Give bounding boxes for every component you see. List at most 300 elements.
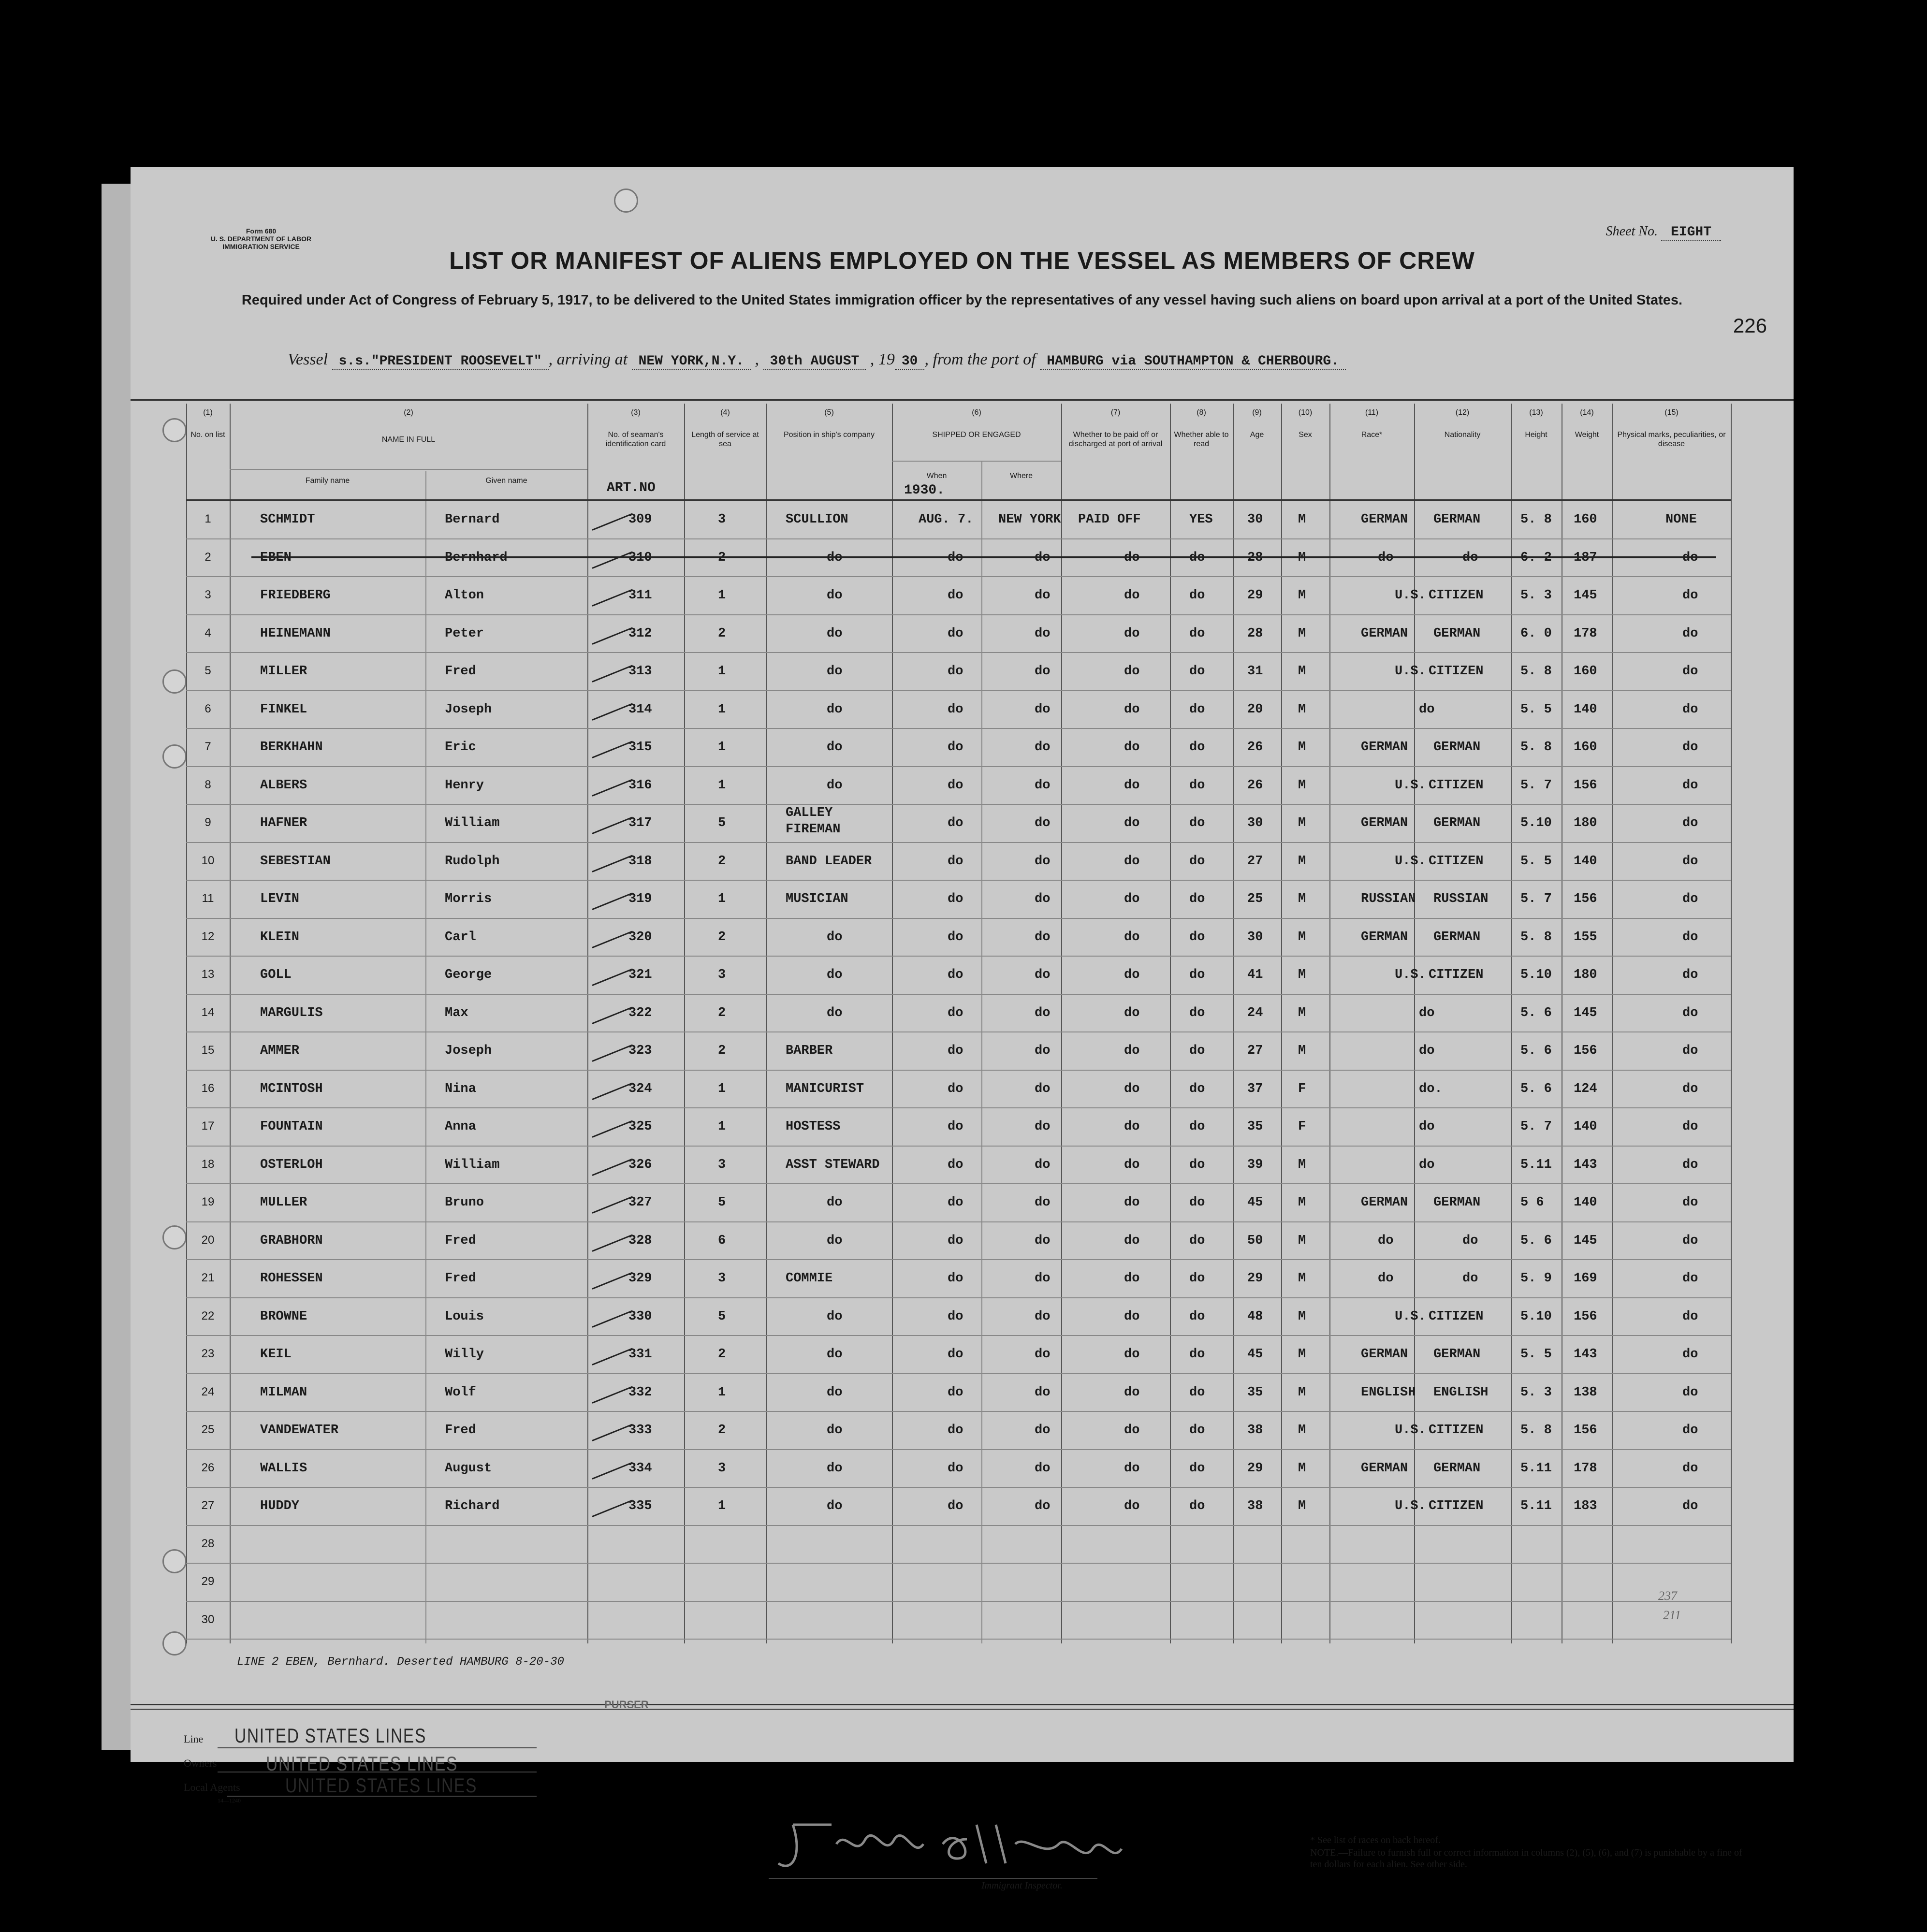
cell-card: 323 xyxy=(628,1044,652,1058)
cell-paid: do xyxy=(1124,1119,1140,1134)
cell-sex: M xyxy=(1298,930,1306,944)
row-number: 23 xyxy=(201,1347,215,1360)
punch-hole xyxy=(162,744,187,769)
cell-position: COMMIE xyxy=(786,1271,833,1286)
cell-read: do xyxy=(1189,1309,1205,1324)
cell-sex: M xyxy=(1298,588,1306,603)
arrival-year: 30 xyxy=(895,354,925,370)
cell-nationality: do xyxy=(1419,1157,1435,1172)
cell-sex: M xyxy=(1298,1271,1306,1286)
cell-when: do xyxy=(948,854,964,869)
cell-weight: 169 xyxy=(1574,1271,1597,1286)
cell-height: 5. 7 xyxy=(1520,1119,1552,1134)
cell-marks: do xyxy=(1682,1119,1698,1134)
cell-when: do xyxy=(948,1005,964,1020)
cell-paid: do xyxy=(1124,1271,1140,1286)
margin-note: 237 xyxy=(1658,1589,1677,1603)
cell-nationality: CITIZEN xyxy=(1429,1499,1484,1513)
column-number: (10) xyxy=(1298,408,1313,417)
table-top-rule xyxy=(131,399,1794,401)
cell-race: GERMAN xyxy=(1361,740,1408,755)
cell-when: do xyxy=(948,1081,964,1096)
column-number: (2) xyxy=(404,408,413,417)
column-number: (15) xyxy=(1664,408,1679,417)
cell-marks: do xyxy=(1682,702,1698,717)
column-number: (9) xyxy=(1252,408,1262,417)
cell-family: BERKHAHN xyxy=(260,740,323,755)
cell-paid: do xyxy=(1124,930,1140,944)
cell-where: do xyxy=(1035,892,1051,906)
cell-race: U.S. xyxy=(1395,664,1426,679)
cell-marks: do xyxy=(1682,1157,1698,1172)
cell-family: MILLER xyxy=(260,664,307,679)
cell-service: 1 xyxy=(718,1081,726,1096)
cell-nationality: ENGLISH xyxy=(1433,1385,1489,1400)
cell-where: do xyxy=(1035,740,1051,755)
cell-marks: do xyxy=(1682,664,1698,679)
row-number: 30 xyxy=(201,1612,215,1626)
cell-height: 5. 8 xyxy=(1520,664,1552,679)
column-divider xyxy=(1511,404,1512,1643)
when-year: 1930. xyxy=(904,483,945,498)
cell-marks: do xyxy=(1682,1499,1698,1513)
row-number: 15 xyxy=(201,1044,215,1057)
cell-read: do xyxy=(1189,1423,1205,1438)
cell-family: GOLL xyxy=(260,968,292,982)
cell-card: 315 xyxy=(628,740,652,755)
deserted-strike-line xyxy=(251,556,1716,558)
cell-when: do xyxy=(948,1423,964,1438)
cell-paid: do xyxy=(1124,702,1140,717)
cell-position: do xyxy=(827,664,843,679)
cell-read: do xyxy=(1189,968,1205,982)
column-header: Height xyxy=(1525,431,1547,439)
cell-read: do xyxy=(1189,1081,1205,1096)
row-rule xyxy=(186,1221,1731,1222)
cell-race: GERMAN xyxy=(1361,1461,1408,1476)
row-number: 24 xyxy=(201,1385,215,1398)
arrival-date: 30th AUGUST xyxy=(763,354,866,370)
cell-position: do xyxy=(827,1499,843,1513)
cell-paid: do xyxy=(1124,1461,1140,1476)
cell-given: Alton xyxy=(445,588,484,603)
form-identifier: Form 680 U. S. DEPARTMENT OF LABOR IMMIGRATION SERVICE xyxy=(210,227,312,250)
cell-race: RUSSIAN xyxy=(1361,892,1416,906)
cell-race: ENGLISH xyxy=(1361,1385,1416,1400)
vessel-name: s.s."PRESIDENT ROOSEVELT" xyxy=(332,354,549,370)
row-rule xyxy=(186,1070,1731,1071)
column-header: SHIPPED OR ENGAGED xyxy=(932,431,1021,439)
cell-position: do xyxy=(827,1005,843,1020)
cell-service: 3 xyxy=(718,512,726,527)
cell-age: 38 xyxy=(1247,1423,1263,1438)
row-rule xyxy=(186,1183,1731,1184)
row-number: 12 xyxy=(201,930,215,943)
column-divider xyxy=(1612,404,1613,1643)
cell-paid: do xyxy=(1124,1309,1140,1324)
cell-where: do xyxy=(1035,664,1051,679)
punch-hole xyxy=(162,1549,187,1573)
cell-weight: 180 xyxy=(1574,968,1597,982)
cell-weight: 156 xyxy=(1574,1423,1597,1438)
cell-when: do xyxy=(948,1461,964,1476)
cell-age: 37 xyxy=(1247,1081,1263,1096)
cell-marks: do xyxy=(1682,1044,1698,1058)
cell-paid: PAID OFF xyxy=(1078,512,1141,527)
cell-age: 30 xyxy=(1247,930,1263,944)
column-header: Race* xyxy=(1361,431,1383,439)
cell-family: ROHESSEN xyxy=(260,1271,323,1286)
cell-service: 2 xyxy=(718,930,726,944)
cell-when: do xyxy=(948,1347,964,1362)
row-rule xyxy=(186,766,1731,767)
cell-card: 325 xyxy=(628,1119,652,1134)
cell-nationality: do xyxy=(1419,1044,1435,1058)
cell-given: Max xyxy=(445,1005,468,1020)
cell-given: William xyxy=(445,1157,500,1172)
cell-marks: do xyxy=(1682,1461,1698,1476)
cell-given: Anna xyxy=(445,1119,476,1134)
cell-weight: 156 xyxy=(1574,1044,1597,1058)
column-divider xyxy=(892,404,893,1643)
cell-sex: M xyxy=(1298,1385,1306,1400)
cell-position: BAND LEADER xyxy=(786,854,872,869)
cell-given: George xyxy=(445,968,492,982)
cell-card: 314 xyxy=(628,702,652,717)
cell-where: do xyxy=(1035,1119,1051,1134)
given-name-header: Given name xyxy=(485,477,527,485)
cell-when: do xyxy=(948,588,964,603)
cell-card: 333 xyxy=(628,1423,652,1438)
cell-read: YES xyxy=(1189,512,1213,527)
cell-weight: 143 xyxy=(1574,1157,1597,1172)
cell-where: do xyxy=(1035,1081,1051,1096)
cell-age: 29 xyxy=(1247,1461,1263,1476)
cell-height: 5. 8 xyxy=(1520,740,1552,755)
cell-read: do xyxy=(1189,1044,1205,1058)
cell-height: 5. 6 xyxy=(1520,1005,1552,1020)
column-divider xyxy=(981,462,982,1643)
row-number: 6 xyxy=(204,702,211,715)
cell-family: WALLIS xyxy=(260,1461,307,1476)
cell-read: do xyxy=(1189,1195,1205,1210)
cell-height: 5. 6 xyxy=(1520,1233,1552,1248)
cell-age: 45 xyxy=(1247,1347,1263,1362)
cell-weight: 156 xyxy=(1574,1309,1597,1324)
cell-where: do xyxy=(1035,702,1051,717)
cell-position: BARBER xyxy=(786,1044,833,1058)
agents-label: Local Agents xyxy=(184,1781,240,1793)
cell-read: do xyxy=(1189,930,1205,944)
pencil-check-mark xyxy=(592,968,633,986)
cell-where: do xyxy=(1035,1233,1051,1248)
cell-height: 5.11 xyxy=(1520,1157,1552,1172)
cell-sex: F xyxy=(1298,1119,1306,1134)
row-number: 21 xyxy=(201,1271,215,1284)
cell-paid: do xyxy=(1124,1499,1140,1513)
cell-sex: M xyxy=(1298,1005,1306,1020)
row-rule xyxy=(186,880,1731,881)
column-header: Nationality xyxy=(1444,431,1481,439)
cell-nationality: CITIZEN xyxy=(1429,664,1484,679)
cell-sex: M xyxy=(1298,816,1306,830)
cell-nationality: RUSSIAN xyxy=(1433,892,1489,906)
cell-age: 35 xyxy=(1247,1119,1263,1134)
cell-height: 5. 9 xyxy=(1520,1271,1552,1286)
cell-given: Henry xyxy=(445,778,484,793)
cell-sex: M xyxy=(1298,1347,1306,1362)
page-subtitle: Required under Act of Congress of February 5, 1917, to be delivered to the United States immigration officer by the representatives of any vessel having such aliens on board upon arrival at a port of the United States. xyxy=(241,292,1683,308)
cell-sex: M xyxy=(1298,968,1306,982)
cell-given: Willy xyxy=(445,1347,484,1362)
cell-card: 327 xyxy=(628,1195,652,1210)
row-rule xyxy=(186,1487,1731,1488)
cell-race: U.S. xyxy=(1395,588,1426,603)
cell-marks: do xyxy=(1682,816,1698,830)
cell-marks: do xyxy=(1682,968,1698,982)
cell-read: do xyxy=(1189,1119,1205,1134)
row-rule xyxy=(186,1563,1731,1564)
cell-where: do xyxy=(1035,816,1051,830)
column-number: (13) xyxy=(1529,408,1543,417)
cell-paid: do xyxy=(1124,1081,1140,1096)
margin-note: 211 xyxy=(1663,1608,1681,1622)
cell-paid: do xyxy=(1124,1157,1140,1172)
column-divider xyxy=(230,404,231,1643)
cell-when: do xyxy=(948,1233,964,1248)
cell-service: 1 xyxy=(718,778,726,793)
cell-marks: do xyxy=(1682,1195,1698,1210)
header-divider xyxy=(230,469,587,470)
cell-position: ASST STEWARD xyxy=(786,1157,880,1172)
cell-weight: 140 xyxy=(1574,702,1597,717)
cell-nationality: CITIZEN xyxy=(1429,1309,1484,1324)
cell-sex: M xyxy=(1298,740,1306,755)
row-rule xyxy=(186,994,1731,995)
cell-read: do xyxy=(1189,778,1205,793)
punch-hole xyxy=(614,189,638,213)
cell-given: Fred xyxy=(445,664,476,679)
cell-when: do xyxy=(948,930,964,944)
cell-card: 335 xyxy=(628,1499,652,1513)
cell-paid: do xyxy=(1124,626,1140,641)
cell-given: Joseph xyxy=(445,702,492,717)
cell-family: KLEIN xyxy=(260,930,300,944)
sheet-number: Sheet No. EIGHT xyxy=(1606,224,1721,240)
cell-sex: M xyxy=(1298,892,1306,906)
cell-age: 20 xyxy=(1247,702,1263,717)
line-stamp: UNITED STATES LINES xyxy=(234,1724,426,1747)
cell-read: do xyxy=(1189,1499,1205,1513)
cell-service: 1 xyxy=(718,588,726,603)
cell-when: do xyxy=(948,968,964,982)
cell-age: 30 xyxy=(1247,816,1263,830)
family-name-header: Family name xyxy=(305,477,350,485)
cell-nationality: do xyxy=(1419,1119,1435,1134)
cell-where: do xyxy=(1035,930,1051,944)
column-header: Whether to be paid off or discharged at port of arrival xyxy=(1068,431,1163,448)
row-rule xyxy=(186,1031,1731,1032)
cell-card: 324 xyxy=(628,1081,652,1096)
cell-weight: 183 xyxy=(1574,1499,1597,1513)
row-number: 26 xyxy=(201,1461,215,1474)
column-divider xyxy=(186,404,187,1643)
column-header: Position in ship's company xyxy=(783,431,875,439)
row-rule xyxy=(186,690,1731,691)
cell-card: 309 xyxy=(628,512,652,527)
cell-where: do xyxy=(1035,1195,1051,1210)
cell-nationality: do xyxy=(1419,702,1435,717)
column-divider xyxy=(1233,404,1234,1643)
cell-given: Richard xyxy=(445,1499,500,1513)
cell-nationality: GERMAN xyxy=(1433,816,1481,830)
cell-family: MARGULIS xyxy=(260,1005,323,1020)
cell-family: HUDDY xyxy=(260,1499,300,1513)
cell-weight: 178 xyxy=(1574,626,1597,641)
cell-height: 5. 8 xyxy=(1520,930,1552,944)
cell-sex: M xyxy=(1298,778,1306,793)
cell-paid: do xyxy=(1124,854,1140,869)
cell-weight: 145 xyxy=(1574,588,1597,603)
cell-position: SCULLION xyxy=(786,512,848,527)
cell-marks: do xyxy=(1682,1271,1698,1286)
column-divider xyxy=(425,471,426,1643)
cell-sex: M xyxy=(1298,1461,1306,1476)
column-number: (1) xyxy=(203,408,213,417)
cell-sex: M xyxy=(1298,1309,1306,1324)
cell-read: do xyxy=(1189,1157,1205,1172)
row-rule xyxy=(186,1449,1731,1450)
row-rule xyxy=(186,1373,1731,1374)
cell-where: do xyxy=(1035,1157,1051,1172)
cell-card: 331 xyxy=(628,1347,652,1362)
cell-age: 29 xyxy=(1247,1271,1263,1286)
cell-nationality: CITIZEN xyxy=(1429,968,1484,982)
cell-read: do xyxy=(1189,1233,1205,1248)
cell-family: GRABHORN xyxy=(260,1233,323,1248)
cell-card: 329 xyxy=(628,1271,652,1286)
cell-age: 28 xyxy=(1247,626,1263,641)
row-number: 19 xyxy=(201,1195,215,1208)
cell-age: 48 xyxy=(1247,1309,1263,1324)
cell-service: 2 xyxy=(718,1005,726,1020)
cell-where: do xyxy=(1035,1385,1051,1400)
cell-sex: F xyxy=(1298,1081,1306,1096)
cell-service: 6 xyxy=(718,1233,726,1248)
cell-read: do xyxy=(1189,702,1205,717)
cell-height: 5.10 xyxy=(1520,816,1552,830)
cell-given: Nina xyxy=(445,1081,476,1096)
cell-service: 2 xyxy=(718,1423,726,1438)
row-number: 18 xyxy=(201,1157,215,1171)
cell-given: Bruno xyxy=(445,1195,484,1210)
row-number: 22 xyxy=(201,1309,215,1322)
row-number: 3 xyxy=(204,588,211,601)
cell-where: NEW YORK xyxy=(998,512,1061,527)
cell-family: FRIEDBERG xyxy=(260,588,331,603)
column-number: (3) xyxy=(631,408,641,417)
cell-service: 1 xyxy=(718,1499,726,1513)
column-header: Age xyxy=(1250,431,1264,439)
cell-service: 1 xyxy=(718,1385,726,1400)
footer-rule xyxy=(131,1704,1794,1705)
cell-position: do xyxy=(827,1347,843,1362)
punch-hole xyxy=(162,669,187,694)
cell-sex: M xyxy=(1298,1423,1306,1438)
cell-given: Wolf xyxy=(445,1385,476,1400)
cell-family: HEINEMANN xyxy=(260,626,331,641)
footnote-races: * See list of races on back hereof. xyxy=(1310,1835,1441,1845)
row-number: 28 xyxy=(201,1537,215,1550)
cell-read: do xyxy=(1189,1347,1205,1362)
cell-age: 35 xyxy=(1247,1385,1263,1400)
cell-card: 332 xyxy=(628,1385,652,1400)
cell-card: 321 xyxy=(628,968,652,982)
cell-age: 50 xyxy=(1247,1233,1263,1248)
cell-race: U.S. xyxy=(1395,1309,1426,1324)
pencil-check-mark xyxy=(592,1272,633,1289)
cell-position: HOSTESS xyxy=(786,1119,841,1134)
column-divider xyxy=(587,404,588,1643)
cell-paid: do xyxy=(1124,588,1140,603)
cell-family: FINKEL xyxy=(260,702,307,717)
cell-weight: 138 xyxy=(1574,1385,1597,1400)
cell-when: do xyxy=(948,1309,964,1324)
cell-read: do xyxy=(1189,854,1205,869)
cell-service: 3 xyxy=(718,1461,726,1476)
cell-height: 5. 5 xyxy=(1520,1347,1552,1362)
cell-position: do xyxy=(827,626,843,641)
cell-marks: do xyxy=(1682,854,1698,869)
row-rule xyxy=(186,614,1731,615)
column-divider xyxy=(1170,404,1171,1643)
cell-given: Bernard xyxy=(445,512,500,527)
column-header: NAME IN FULL xyxy=(381,436,436,444)
cell-position: do xyxy=(827,1309,843,1324)
cell-service: 1 xyxy=(718,1119,726,1134)
cell-service: 3 xyxy=(718,968,726,982)
cell-height: 5. 3 xyxy=(1520,588,1552,603)
cell-height: 5. 5 xyxy=(1520,854,1552,869)
column-number: (5) xyxy=(824,408,834,417)
cell-paid: do xyxy=(1124,1044,1140,1058)
cell-sex: M xyxy=(1298,1044,1306,1058)
cell-family: FOUNTAIN xyxy=(260,1119,323,1134)
cell-marks: do xyxy=(1682,588,1698,603)
cell-when: do xyxy=(948,778,964,793)
when-header: When xyxy=(926,472,947,480)
cell-given: Eric xyxy=(445,740,476,755)
pencil-check-mark xyxy=(592,1386,633,1403)
cell-card: 334 xyxy=(628,1461,652,1476)
cell-paid: do xyxy=(1124,1005,1140,1020)
column-number: (6) xyxy=(972,408,981,417)
cell-age: 24 xyxy=(1247,1005,1263,1020)
cell-marks: do xyxy=(1682,1309,1698,1324)
cell-sex: M xyxy=(1298,664,1306,679)
print-code: 14—1240 xyxy=(218,1797,241,1804)
cell-when: AUG. 7. xyxy=(919,512,974,527)
row-rule xyxy=(186,1259,1731,1260)
cell-paid: do xyxy=(1124,740,1140,755)
cell-nationality: CITIZEN xyxy=(1429,854,1484,869)
cell-height: 5. 3 xyxy=(1520,1385,1552,1400)
cell-nationality: GERMAN xyxy=(1433,1195,1481,1210)
row-number: 7 xyxy=(204,740,211,753)
row-rule xyxy=(186,1107,1731,1108)
cell-nationality: do xyxy=(1462,1271,1478,1286)
cell-height: 5 6 xyxy=(1520,1195,1544,1210)
